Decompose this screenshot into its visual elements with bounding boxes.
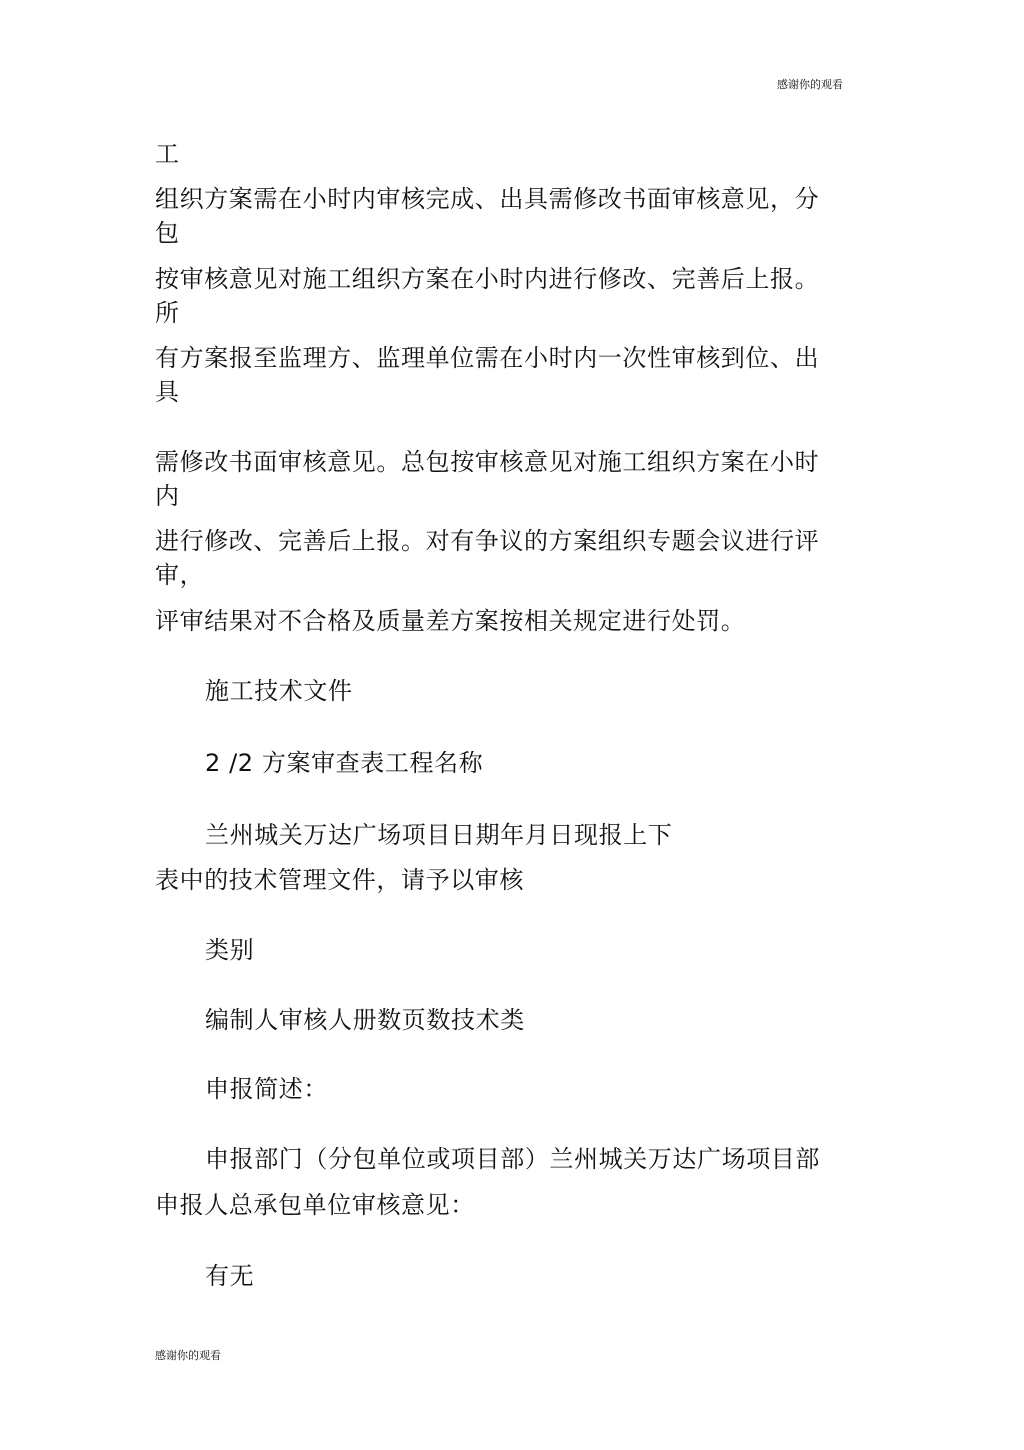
text-line: 申报简述： [205, 1075, 328, 1103]
text-line: 有无 [205, 1262, 255, 1290]
section-heading: 施工技术文件 [205, 677, 353, 705]
text-line: 内 [155, 482, 180, 510]
text-line: 审， [155, 561, 205, 589]
page-header-note: 感谢你的观看 [777, 78, 843, 91]
text-line: 评审结果对不合格及质量差方案按相关规定进行处罚。 [155, 607, 746, 635]
page-footer-note: 感谢你的观看 [155, 1349, 221, 1362]
text-line: 编制人审核人册数页数技术类 [205, 1006, 525, 1034]
text-line: 具 [155, 378, 180, 406]
text-line: 包 [155, 219, 180, 247]
text-line: 申报人总承包单位审核意见： [155, 1191, 475, 1219]
text-line: 按审核意见对施工组织方案在小时内进行修改、完善后上报。 [155, 265, 820, 293]
text-line: 进行修改、完善后上报。对有争议的方案组织专题会议进行评 [155, 527, 820, 555]
text-line: 需修改书面审核意见。总包按审核意见对施工组织方案在小时 [155, 448, 820, 476]
text-line: 表中的技术管理文件，请予以审核 [155, 866, 524, 894]
text-line: 有方案报至监理方、监理单位需在小时内一次性审核到位、出 [155, 344, 820, 372]
text-line: 类别 [205, 936, 255, 964]
text-line: 申报部门（分包单位或项目部）兰州城关万达广场项目部 [205, 1145, 820, 1173]
text-line: 组织方案需在小时内审核完成、出具需修改书面审核意见，分 [155, 185, 820, 213]
text-line: 所 [155, 299, 180, 327]
text-line: 兰州城关万达广场项目日期年月日现报上下 [205, 821, 673, 849]
text-line: 工 [155, 140, 180, 168]
text-line: 2 /2 方案审查表工程名称 [205, 749, 484, 777]
